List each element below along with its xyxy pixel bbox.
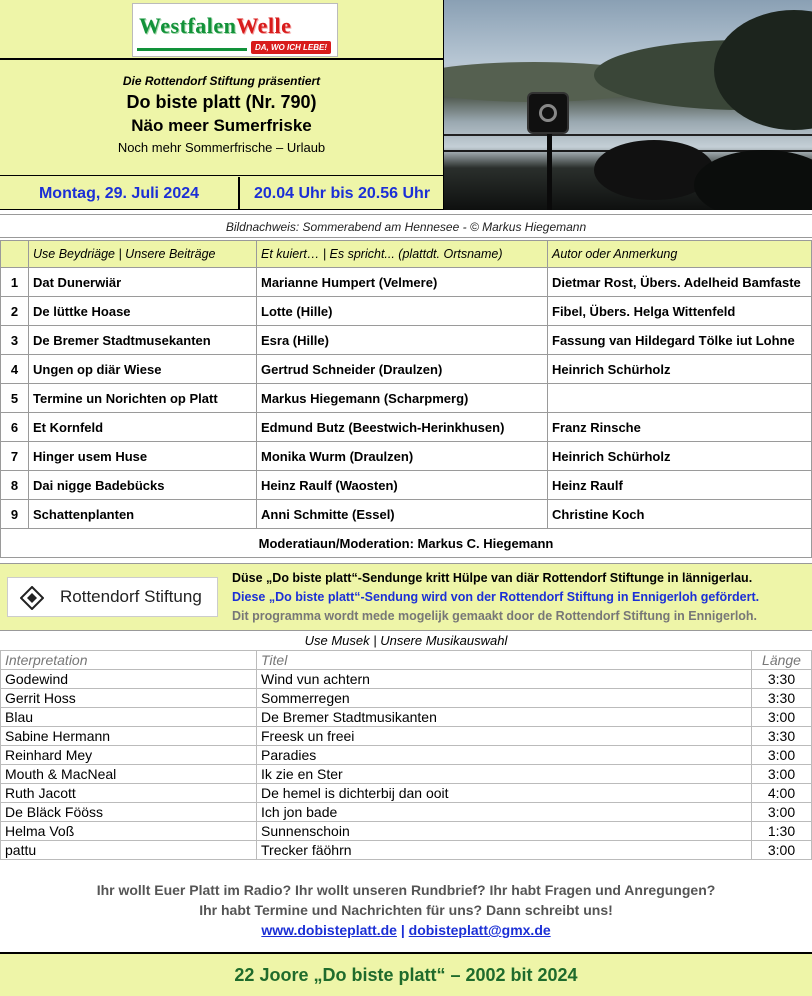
music-length: 3:00 — [752, 803, 812, 822]
bush-shape — [694, 150, 812, 210]
table-row — [1, 326, 812, 355]
num-header — [1, 241, 29, 268]
contrib-num: 6 — [1, 413, 29, 442]
table-row — [1, 384, 812, 413]
header-photo — [443, 0, 812, 210]
contact-block — [0, 860, 812, 952]
music-artist: De Bläck Fööss — [1, 803, 257, 822]
table-row — [1, 784, 812, 803]
broadcast-row — [0, 177, 443, 210]
header — [0, 0, 812, 210]
music-artist: Helma Voß — [1, 822, 257, 841]
broadcast-time: 20.04 Uhr bis 20.56 Uhr — [253, 185, 431, 202]
logo-text-b: Stiftung — [144, 587, 202, 606]
table-row — [1, 355, 812, 384]
sign-ring — [539, 104, 557, 122]
contributions-body — [1, 268, 812, 529]
music-artist: Mouth & MacNeal — [1, 765, 257, 784]
contrib-note: Heinz Raulf — [548, 471, 812, 500]
contrib-num: 2 — [1, 297, 29, 326]
music-col-title: Titel — [257, 651, 752, 670]
contrib-title: Termine un Norichten op Platt — [29, 384, 257, 413]
contrib-num: 3 — [1, 326, 29, 355]
contrib-speaker: Anni Schmitte (Essel) — [257, 500, 548, 529]
moderation-row — [1, 529, 812, 558]
sign-icon — [527, 92, 569, 134]
table-row — [1, 841, 812, 860]
contrib-note: Fassung van Hildegard Tölke iut Lohne — [548, 326, 812, 355]
contrib-title: De Bremer Stadtmusekanten — [29, 326, 257, 355]
music-col-artist: Interpretation — [1, 651, 257, 670]
contrib-col-title: Use Beydriäge | Unsere Beiträge — [29, 241, 257, 268]
contrib-speaker: Lotte (Hille) — [257, 297, 548, 326]
table-row — [1, 268, 812, 297]
logo-tagline: DA, WO ICH LEBE! — [251, 41, 331, 54]
contact-line-2: Ihr habt Termine und Nachrichten für uns? Dann schreibt uns! — [199, 902, 613, 918]
music-title-cell: Wind vun achtern — [257, 670, 752, 689]
music-body — [1, 670, 812, 860]
music-title-cell: De hemel is dichterbij dan ooit — [257, 784, 752, 803]
contrib-note — [548, 384, 812, 413]
episode-title: Näo meer Sumerfriske — [131, 116, 312, 135]
rottendorf-logo[interactable] — [7, 577, 218, 617]
music-length: 3:00 — [752, 746, 812, 765]
table-row — [1, 413, 812, 442]
contrib-note: Dietmar Rost, Übers. Adelheid Bamfaste — [548, 268, 812, 297]
music-artist: Godewind — [1, 670, 257, 689]
music-length: 3:00 — [752, 841, 812, 860]
table-row — [1, 500, 812, 529]
music-artist: Gerrit Hoss — [1, 689, 257, 708]
music-artist: Ruth Jacott — [1, 784, 257, 803]
rottendorf-diamond-icon — [20, 586, 44, 610]
contrib-col-note: Autor oder Anmerkung — [548, 241, 812, 268]
contrib-num: 7 — [1, 442, 29, 471]
tree-shape — [714, 10, 812, 130]
table-row — [1, 822, 812, 841]
railing-top — [444, 134, 812, 136]
contrib-num: 1 — [1, 268, 29, 297]
moderation-credit: Moderatiaun/Moderation: Markus C. Hiegemann — [1, 529, 812, 558]
music-title-cell: Ich jon bade — [257, 803, 752, 822]
table-row — [1, 746, 812, 765]
contributions-table — [0, 240, 812, 558]
contrib-speaker: Marianne Humpert (Velmere) — [257, 268, 548, 297]
contrib-note: Heinrich Schürholz — [548, 442, 812, 471]
contrib-note: Christine Koch — [548, 500, 812, 529]
contrib-speaker: Monika Wurm (Draulzen) — [257, 442, 548, 471]
table-row — [1, 727, 812, 746]
logo-text-a: Rottendorf — [60, 587, 140, 606]
music-title: Use Musek | Unsere Musikauswahl — [304, 633, 508, 648]
logo-wordmark — [139, 13, 291, 39]
westfalenwelle-logo[interactable] — [132, 3, 338, 57]
contrib-title: De lüttke Hoase — [29, 297, 257, 326]
contact-links — [0, 920, 812, 940]
contrib-col-speaker: Et kuiert… | Es spricht... (plattdt. Ortsname) — [257, 241, 548, 268]
table-row — [1, 442, 812, 471]
music-header-row — [1, 651, 812, 670]
table-row — [1, 689, 812, 708]
music-table — [0, 650, 812, 860]
sponsor-banner — [0, 563, 812, 631]
music-title-cell: Trecker fäöhrn — [257, 841, 752, 860]
contrib-speaker: Markus Hiegemann (Scharpmerg) — [257, 384, 548, 413]
music-length: 4:00 — [752, 784, 812, 803]
music-col-length: Länge — [752, 651, 812, 670]
contrib-num: 5 — [1, 384, 29, 413]
music-artist: Blau — [1, 708, 257, 727]
table-row — [1, 765, 812, 784]
sponsor-line-platt: Düse „Do biste platt“-Sendunge kritt Hülpe van diär Rottendorf Stiftunge in lännigerlau. — [232, 571, 753, 585]
table-row — [1, 471, 812, 500]
website-link[interactable]: www.dobisteplatt.de — [261, 922, 397, 938]
link-separator: | — [400, 922, 405, 938]
contrib-speaker: Heinz Raulf (Waosten) — [257, 471, 548, 500]
contrib-note: Heinrich Schürholz — [548, 355, 812, 384]
broadcast-date: Montag, 29. Juli 2024 — [0, 177, 240, 209]
music-artist: pattu — [1, 841, 257, 860]
presenter-line: Die Rottendorf Stiftung präsentiert — [122, 74, 321, 88]
contrib-title: Dat Dunerwiär — [29, 268, 257, 297]
contrib-num: 4 — [1, 355, 29, 384]
logo-word-b: Welle — [236, 13, 292, 38]
table-row — [1, 803, 812, 822]
logo-word-a: Westfalen — [139, 13, 237, 38]
contrib-num: 8 — [1, 471, 29, 500]
music-length: 3:00 — [752, 708, 812, 727]
music-title-cell: Paradies — [257, 746, 752, 765]
contrib-title: Hinger usem Huse — [29, 442, 257, 471]
logo-cell — [0, 0, 443, 60]
title-block — [0, 62, 443, 176]
music-length: 3:30 — [752, 689, 812, 708]
photo-credit: Bildnachweis: Sommerabend am Hennesee - © Markus Hiegemann — [0, 214, 812, 238]
sponsor-text — [232, 569, 759, 626]
header-info — [0, 0, 443, 210]
music-title-cell: De Bremer Stadtmusikanten — [257, 708, 752, 727]
rottendorf-logo-text — [60, 587, 202, 607]
logo-underline — [137, 48, 247, 51]
table-row — [1, 708, 812, 727]
contrib-title: Schattenplanten — [29, 500, 257, 529]
contrib-speaker: Edmund Butz (Beestwich-Herinkhusen) — [257, 413, 548, 442]
music-title-cell: Sunnenschoin — [257, 822, 752, 841]
music-title-cell: Sommerregen — [257, 689, 752, 708]
contrib-num: 9 — [1, 500, 29, 529]
music-length: 1:30 — [752, 822, 812, 841]
music-title-cell: Ik zie en Ster — [257, 765, 752, 784]
table-row — [1, 670, 812, 689]
show-title: Do biste platt (Nr. 790) — [126, 92, 317, 112]
table-row — [1, 297, 812, 326]
music-artist: Reinhard Mey — [1, 746, 257, 765]
email-link[interactable]: dobisteplatt@gmx.de — [408, 922, 551, 938]
contrib-title: Dai nigge Badebücks — [29, 471, 257, 500]
table-header-row — [1, 241, 812, 268]
sponsor-line-dutch: Dit programma wordt mede mogelijk gemaakt door de Rottendorf Stiftung in Ennigerloh. — [232, 609, 758, 623]
contrib-title: Et Kornfeld — [29, 413, 257, 442]
contrib-note: Franz Rinsche — [548, 413, 812, 442]
contact-line-1: Ihr wollt Euer Platt im Radio? Ihr wollt unseren Rundbrief? Ihr habt Fragen und Anregungen? — [96, 882, 716, 898]
contrib-title: Ungen op diär Wiese — [29, 355, 257, 384]
contrib-note: Fibel, Übers. Helga Wittenfeld — [548, 297, 812, 326]
music-length: 3:00 — [752, 765, 812, 784]
music-length: 3:30 — [752, 670, 812, 689]
music-title-cell: Freesk un freei — [257, 727, 752, 746]
contrib-speaker: Esra (Hille) — [257, 326, 548, 355]
sponsor-line-german: Diese „Do biste platt“-Sendung wird von der Rottendorf Stiftung in Ennigerloh gefördert. — [232, 590, 760, 604]
episode-subtitle: Noch mehr Sommerfrische – Urlaub — [117, 140, 326, 155]
contrib-speaker: Gertrud Schneider (Draulzen) — [257, 355, 548, 384]
music-artist: Sabine Hermann — [1, 727, 257, 746]
anniversary-banner: 22 Joore „Do biste platt“ – 2002 bit 2024 — [0, 952, 812, 996]
music-length: 3:30 — [752, 727, 812, 746]
